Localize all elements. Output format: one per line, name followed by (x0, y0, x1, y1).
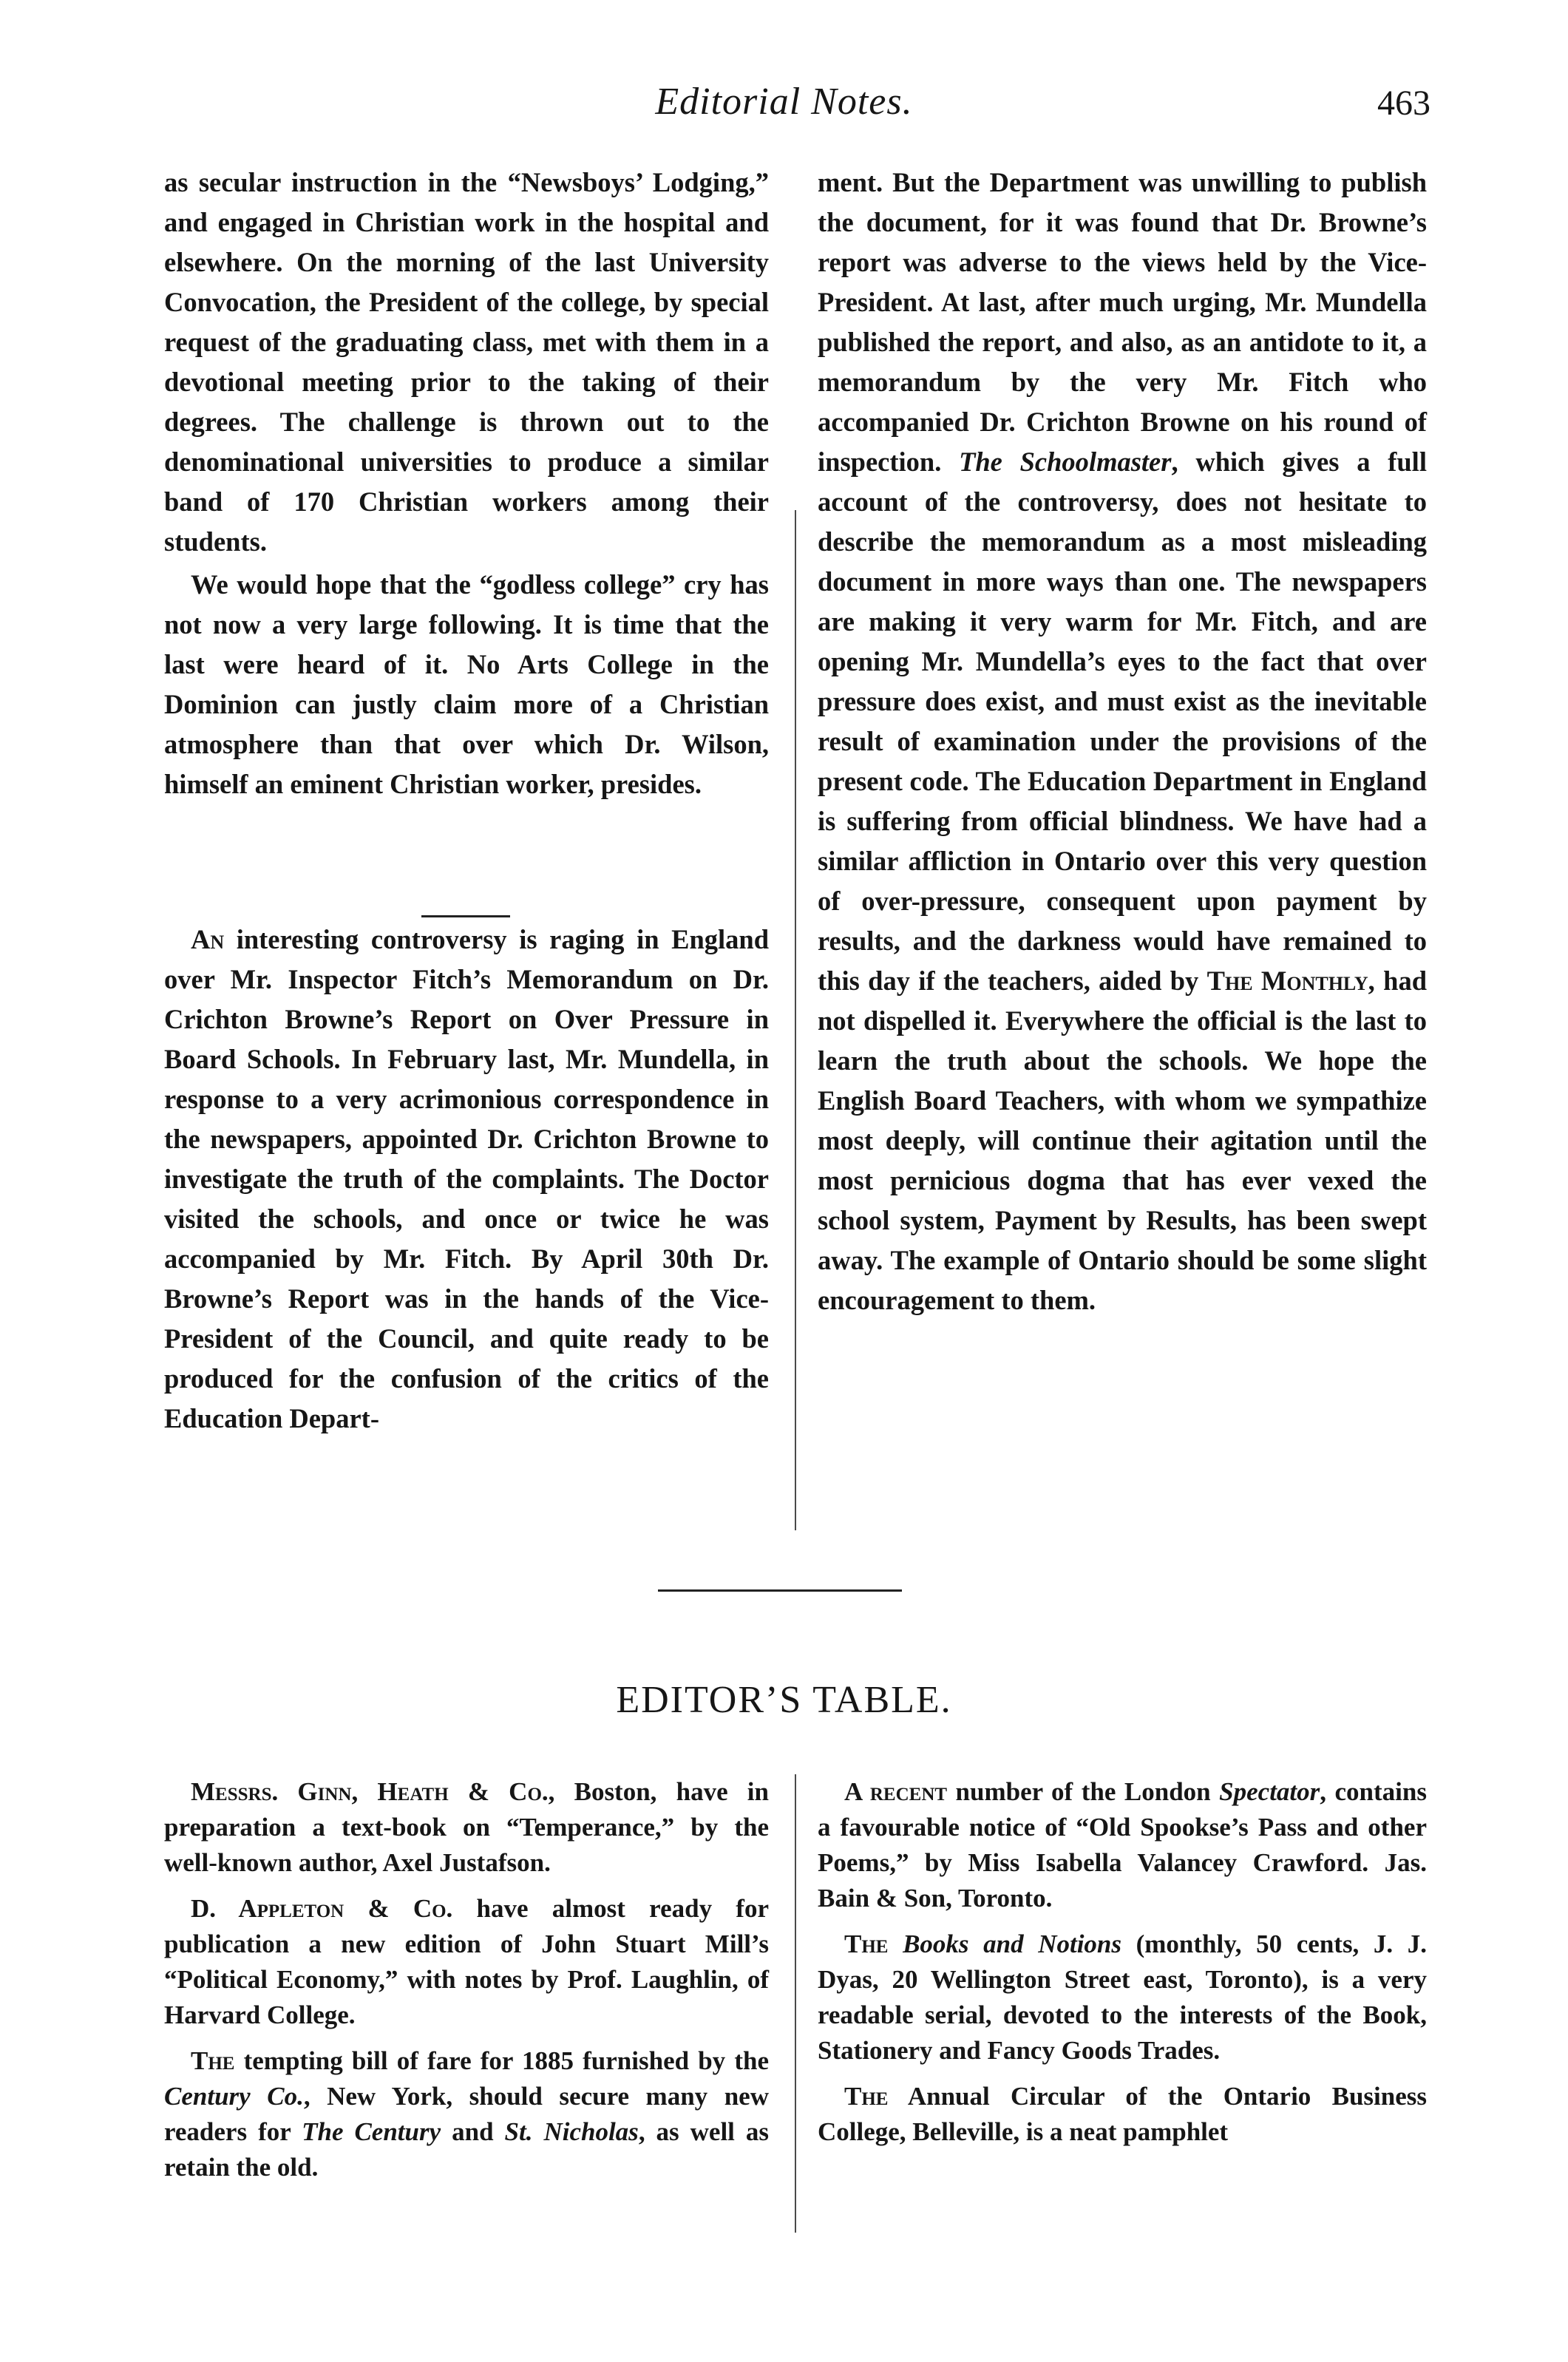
periodical-title: The Monthly (1206, 965, 1368, 996)
paragraph-text: (monthly, 50 cents, J. J. Dyas, 20 Wellington Street east, Toronto), is a very readable serial, devoted to the interests of the Book, Stationery and Fancy Goods Trades. (818, 1930, 1428, 2065)
editors-table-right-column (818, 1774, 1427, 2150)
paragraph-text: , New York, should secure many new readers for (164, 2082, 769, 2146)
paragraph-lead-word: A recent (844, 1777, 948, 1806)
paragraph-lead-word: Messrs. Ginn, Heath & Co. (191, 1777, 549, 1806)
paragraph-lead-word: The (844, 1930, 889, 1958)
paragraph-text: , as well as retain the old. (164, 2117, 769, 2182)
paragraph-text: , had not dispelled it. Everywhere the official is the last to learn the truth about the schools. We hope the English Board Teachers, with whom we sympathize most deeply, will continue their agitation until the most pernicious dogma that has ever vexed the school system, Payment by Results, has been swept away. The example of Ontario should be some slight encouragement to them. (818, 965, 1427, 1315)
page-number: 463 (1377, 84, 1430, 123)
paragraph-century-co (164, 2043, 769, 2185)
section-heading-editors-table: EDITOR’S TABLE. (616, 1679, 952, 1721)
column-divider (795, 1774, 796, 2233)
periodical-title: St. Nicholas (504, 2117, 639, 2146)
paragraph-text: have almost ready for publication a new edition of John Stuart Mill’s “Political Economy,” with notes by Prof. Laughlin, of Harvard College. (164, 1894, 769, 2029)
publisher-name: Century Co. (164, 2082, 304, 2111)
paragraph-fitch-controversy (164, 920, 769, 1439)
running-head (0, 80, 1568, 132)
section-rule (658, 1589, 902, 1592)
paragraph-ginn-heath (164, 1774, 769, 1881)
periodical-title: Spectator (1219, 1777, 1320, 1806)
paragraph-text: ment. But the Department was unwilling to publish the document, for it was found that Dr. Browne’s report was adverse to the views held by the Vice-President. At last, after much urging, Mr. Mundella published the report, and also, as an antidote to it, a memorandum by the very Mr. Fitch who accompanied Dr. Crichton Browne on his round of inspection. (818, 167, 1427, 477)
paragraph-text: tempting bill of fare for 1885 furnished by the (234, 2046, 769, 2075)
paragraph-text: , which gives a full account of the controversy, does not hesitate to describe the memorandum as a most misleading document in more ways than one. The newspapers are making it very warm for Mr. Fitch, and are opening Mr. Mundella’s eyes to the fact that over pressure does exist, and must exist as the inevitable result of examination under the provisions of the present code. The Education Department in England is suffering from official blindness. We have had a similar affliction in Ontario over this very question of over-pressure, consequent upon payment by results, and the darkness would have remained to this day if the teachers, aided by (818, 447, 1427, 996)
paragraph-appleton (164, 1891, 769, 2033)
paragraph-text: interesting controversy is raging in England over Mr. Inspector Fitch’s Memorandum on Dr. Crichton Browne’s Report on Over Pressure in Board Schools. In February last, Mr. Mundella, in response to a very acrimonious correspondence in the newspapers, appointed Dr. Crichton Browne to investigate the truth of the complaints. The Doctor visited the schools, and once or twice he was accompanied by Mr. Fitch. By April 30th Dr. Browne’s Report was in the hands of the Vice-President of the Council, and quite ready to be produced for the confusion of the critics of the Education Depart- (164, 924, 769, 1433)
paragraph-text: , contains a favourable notice of “Old Spookse’s Pass and other Poems,” by Miss Isabella Valancey Crawford. Jas. Bain & Son, Toronto. (818, 1777, 1427, 1913)
paragraph-lead-word: The (191, 2046, 235, 2075)
paragraph-text: , Boston, have in preparation a text-book on “Temperance,” by the well-known author, Axel Justafson. (164, 1777, 770, 1877)
paragraph-text: number of the London (947, 1777, 1220, 1806)
paragraph-business-college (818, 2079, 1427, 2150)
editorial-notes-right-column (818, 163, 1427, 1320)
paragraph-lead-word: D. Appleton & Co. (191, 1894, 453, 1923)
editors-table-left-column (164, 1774, 769, 2185)
short-rule-divider (421, 915, 510, 917)
paragraph-text: Annual Circular of the Ontario Business College, Belleville, is a neat pamphlet (818, 2082, 1427, 2146)
paragraph-godless-college: We would hope that the “godless college” cry has not now a very large following. It is time that the last were heard of it. No Arts College in the Dominion can justly claim more of a Christian atmosphere than that over which Dr. Wilson, himself an eminent Christian worker, presides. (164, 569, 769, 799)
paragraph-books-and-notions (818, 1927, 1427, 2069)
paragraph-lead-word: An (191, 924, 225, 954)
periodical-title: The Schoolmaster (959, 447, 1172, 477)
running-title: Editorial Notes. (655, 81, 913, 123)
periodical-title: The Century (302, 2117, 441, 2146)
paragraph-text: and (441, 2117, 505, 2146)
paragraph-spectator (818, 1774, 1427, 1916)
periodical-title: Books and Notions (903, 1930, 1122, 1958)
column-divider (795, 510, 796, 1530)
editorial-notes-left-column (164, 163, 769, 1439)
paragraph-department-report (818, 163, 1427, 1320)
paragraph-lead-word: The (844, 2082, 889, 2111)
paragraph-newsboys: as secular instruction in the “Newsboys’ Lodging,” and engaged in Christian work in the hospital and elsewhere. On the morning of the last University Convocation, the President of the college, by special request of the graduating class, met with them in a devotional meeting prior to the taking of their degrees. The challenge is thrown out to the denominational universities to produce a similar band of 170 Christian workers among their students. (164, 167, 769, 557)
